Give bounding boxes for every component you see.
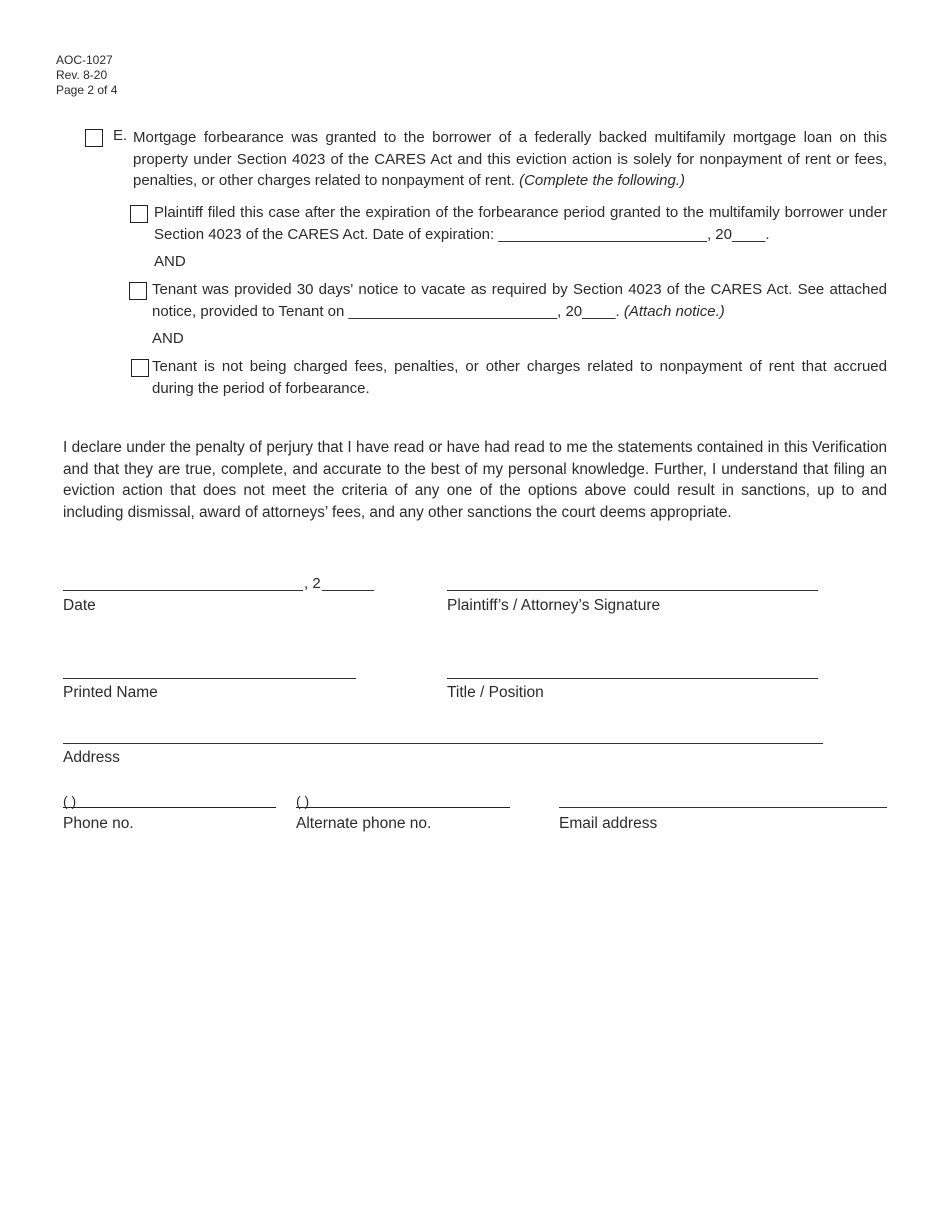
checkbox-notice-provided[interactable]	[129, 282, 147, 300]
checkbox-no-fees-charged[interactable]	[131, 359, 149, 377]
alt-phone-area-code: ( )	[296, 793, 310, 809]
alt-phone-line[interactable]	[296, 807, 510, 808]
address-line[interactable]	[63, 743, 823, 744]
date-year-prefix: , 2	[304, 575, 321, 592]
signature-label: Plaintiff’s / Attorney’s Signature	[447, 597, 661, 614]
notice-year-field[interactable]: ____.	[582, 302, 620, 320]
attach-notice-instruction: (Attach notice.)	[623, 302, 725, 320]
sub-item-notice	[152, 279, 887, 322]
sub-item-no-fees-text: Tenant is not being charged fees, penalties, or other charges related to nonpayment of rent that accrued during the period of forbearance.	[152, 358, 887, 397]
expiration-year-field[interactable]: ____.	[731, 225, 770, 243]
section-e-text	[133, 127, 887, 192]
phone-label: Phone no.	[63, 815, 134, 832]
checkbox-section-e[interactable]	[85, 129, 103, 147]
section-e-instruction: (Complete the following.)	[519, 172, 685, 189]
sub-item-expiration	[154, 202, 887, 245]
title-line[interactable]	[447, 678, 818, 679]
email-line[interactable]	[559, 807, 887, 808]
checkbox-forbearance-expired[interactable]	[130, 205, 148, 223]
and-connector-2: AND	[152, 330, 184, 347]
revision: Rev. 8-20	[56, 68, 108, 82]
phone-area-code: ( )	[63, 793, 77, 809]
date-year-line[interactable]	[322, 590, 374, 591]
year-prefix: , 20	[557, 302, 583, 320]
sub-item-expiration-text: Plaintiff filed this case after the expiration of the forbearance period granted to the multifamily borrower under Section 4023 of the CARES Act. Date of expiration:	[154, 204, 887, 243]
printed-name-line[interactable]	[63, 678, 356, 679]
and-connector-1: AND	[154, 253, 186, 270]
form-header	[56, 53, 117, 98]
phone-line[interactable]	[63, 807, 276, 808]
date-label: Date	[63, 597, 96, 614]
address-label: Address	[63, 749, 120, 766]
section-e-prefix: E.	[113, 127, 128, 144]
email-label: Email address	[559, 815, 658, 832]
notice-date-field[interactable]: _________________________	[348, 302, 558, 320]
sub-item-notice-text: Tenant was provided 30 days' notice to vacate as required by Section 4023 of the CARES Act. See attached notice, provided to Tenant on	[152, 281, 887, 320]
form-number: AOC-1027	[56, 53, 113, 67]
year-prefix: , 20	[706, 225, 732, 243]
page-number: Page 2 of 4	[56, 83, 118, 97]
expiration-date-field[interactable]: _________________________	[498, 225, 707, 243]
sub-item-no-fees	[152, 356, 887, 399]
printed-name-label: Printed Name	[63, 684, 158, 701]
section-e-body: Mortgage forbearance was granted to the borrower of a federally backed multifamily mortgage loan on this property under Section 4023 of the CARES Act and this eviction action is solely for nonpayment of rent or fees, penalties, or other charges related to nonpayment of rent.	[133, 129, 887, 189]
date-line[interactable]	[63, 590, 303, 591]
title-label: Title / Position	[447, 684, 544, 701]
signature-line[interactable]	[447, 590, 818, 591]
alt-phone-label: Alternate phone no.	[296, 815, 432, 832]
declaration-paragraph: I declare under the penalty of perjury that I have read or have had read to me the statements contained in this Verification and that they are true, complete, and accurate to the best of my personal knowledge. Further, I understand that filing an eviction action that does not meet the criteria of any one of the options above could result in sanctions, up to and including dismissal, award of attorneys’ fees, and any other sanctions the court deems appropriate.	[63, 439, 887, 521]
